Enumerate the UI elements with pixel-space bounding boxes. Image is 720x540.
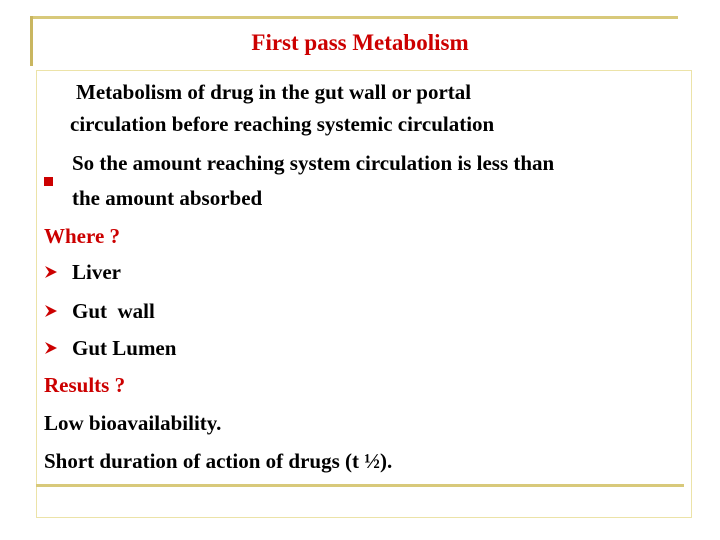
point-line-2: the amount absorbed	[72, 186, 263, 210]
title-frame-top-border	[30, 16, 678, 19]
where-heading: Where ?	[44, 224, 121, 248]
slide-title: First pass Metabolism	[251, 30, 469, 55]
result-low-bioavailability: Low bioavailability.	[44, 411, 222, 435]
definition-line-1: Metabolism of drug in the gut wall or portal	[76, 80, 472, 104]
results-heading: Results ?	[44, 373, 126, 397]
content-bottom-border	[36, 484, 684, 487]
point-line-1: So the amount reaching system circulation is less than	[72, 151, 555, 175]
definition-line-2: circulation before reaching systemic circulation	[70, 112, 495, 136]
arrow-bullet-icon	[44, 341, 58, 355]
where-item-liver: Liver	[72, 260, 121, 284]
result-short-duration: Short duration of action of drugs (t ½).	[44, 449, 393, 473]
square-bullet-icon	[44, 177, 53, 186]
arrow-bullet-icon	[44, 265, 58, 279]
where-item-gut-wall: Gut wall	[72, 299, 155, 323]
arrow-bullet-icon	[44, 304, 58, 318]
where-item-gut-lumen: Gut Lumen	[72, 336, 177, 360]
